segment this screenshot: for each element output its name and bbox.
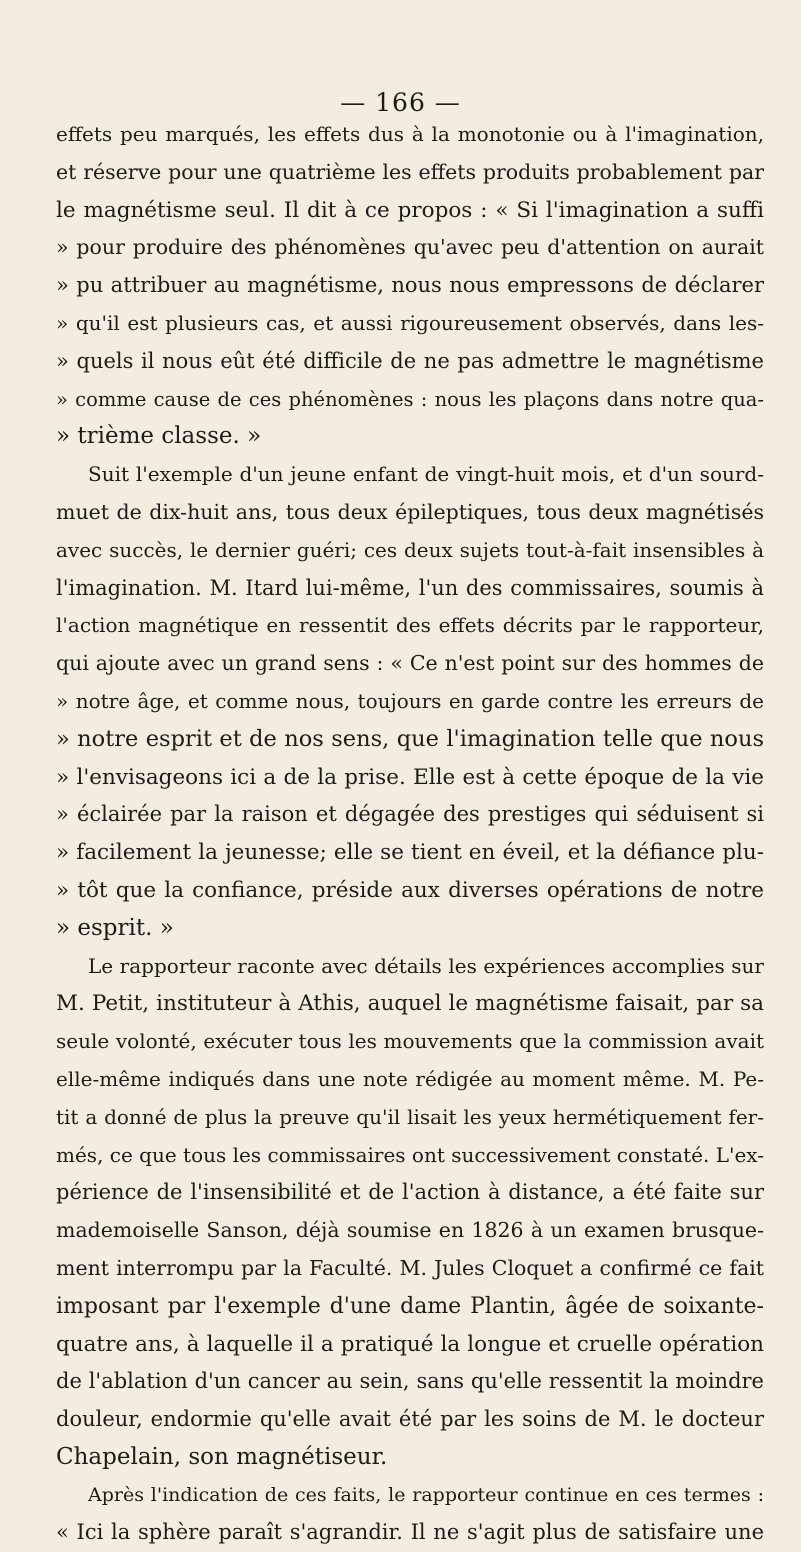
text-line: » esprit. » [56,914,174,941]
text-line: douleur, endormie qu'elle avait été par les soins de M. le docteur [56,1407,764,1432]
text-line: le magnétisme seul. Il dit à ce propos : « Si l'imagination a suffi [56,197,764,223]
text-line: avec succès, le dernier guéri; ces deux sujets tout-à-fait insensibles à [56,537,764,562]
text-line: l'action magnétique en ressentit des effets décrits par le rapporteur, [56,613,764,638]
text-line: » comme cause de ces phénomènes : nous les plaçons dans notre qua- [56,387,764,411]
text-line: quatre ans, à laquelle il a pratiqué la longue et cruelle opération [56,1331,764,1357]
text-line: » pour produire des phénomènes qu'avec peu d'attention on aurait [56,235,764,260]
text-line: Après l'indication de ces faits, le rapporteur continue en ces termes : [88,1483,764,1506]
text-line: l'imagination. M. Itard lui-même, l'un des commissaires, soumis à [56,575,764,600]
text-line: effets peu marqués, les effets dus à la monotonie ou à l'imagination, [56,122,764,146]
text-line: muet de dix-huit ans, tous deux épileptiques, tous deux magnétisés [56,499,764,524]
text-line: » l'envisageons ici a de la prise. Elle est à cette époque de la vie [56,764,764,790]
text-line: imposant par l'exemple d'une dame Plantin, âgée de soixante- [56,1293,764,1319]
text-line: mademoiselle Sanson, déjà soumise en 1826 à un examen brusque- [56,1218,764,1243]
text-line: ment interrompu par la Faculté. M. Jules Cloquet a confirmé ce fait [56,1255,764,1280]
text-line: » quels il nous eût été difficile de ne pas admettre le magnétisme [56,348,764,373]
text-line: seule volonté, exécuter tous les mouvements que la commission avait [56,1029,764,1054]
text-line: més, ce que tous les commissaires ont successivement constaté. L'ex- [56,1142,764,1167]
text-line: M. Petit, instituteur à Athis, auquel le magnétisme faisait, par sa [56,991,764,1017]
text-line: Chapelain, son magnétiseur. [56,1443,388,1470]
text-line: » tôt que la confiance, préside aux diverses opérations de notre [56,877,764,903]
text-line: elle-même indiqués dans une note rédigée au moment même. M. Pe- [56,1066,764,1091]
text-line: » éclairée par la raison et dégagée des prestiges qui séduisent si [56,802,764,827]
text-line: de l'ablation d'un cancer au sein, sans qu'elle ressentit la moindre [56,1369,764,1394]
text-line: » trième classe. » [56,423,262,450]
text-line: qui ajoute avec un grand sens : « Ce n'est point sur des hommes de [56,651,764,676]
text-line: » facilement la jeunesse; elle se tient en éveil, et la défiance plu- [56,840,764,866]
text-line: » notre esprit et de nos sens, que l'imagination telle que nous [56,725,764,752]
text-line: et réserve pour une quatrième les effets produits probablement par [56,159,764,184]
page-number: — 166 — [340,88,461,117]
text-line: Suit l'exemple d'un jeune enfant de vingt-huit mois, et d'un sourd- [88,462,764,487]
text-line: périence de l'insensibilité et de l'action à distance, a été faite sur [56,1180,764,1205]
text-line: » notre âge, et comme nous, toujours en garde contre les erreurs de [56,688,764,713]
page-body-text [56,116,764,1552]
text-line: » qu'il est plusieurs cas, et aussi rigoureusement observés, dans les- [56,310,764,335]
text-line: « Ici la sphère paraît s'agrandir. Il ne s'agit plus de satisfaire une [56,1520,764,1545]
text-line: Le rapporteur raconte avec détails les expériences accomplies sur [88,953,764,978]
text-line: tit a donné de plus la preuve qu'il lisait les yeux hermétiquement fer- [56,1104,764,1129]
text-line: » pu attribuer au magnétisme, nous nous empressons de déclarer [56,273,764,298]
